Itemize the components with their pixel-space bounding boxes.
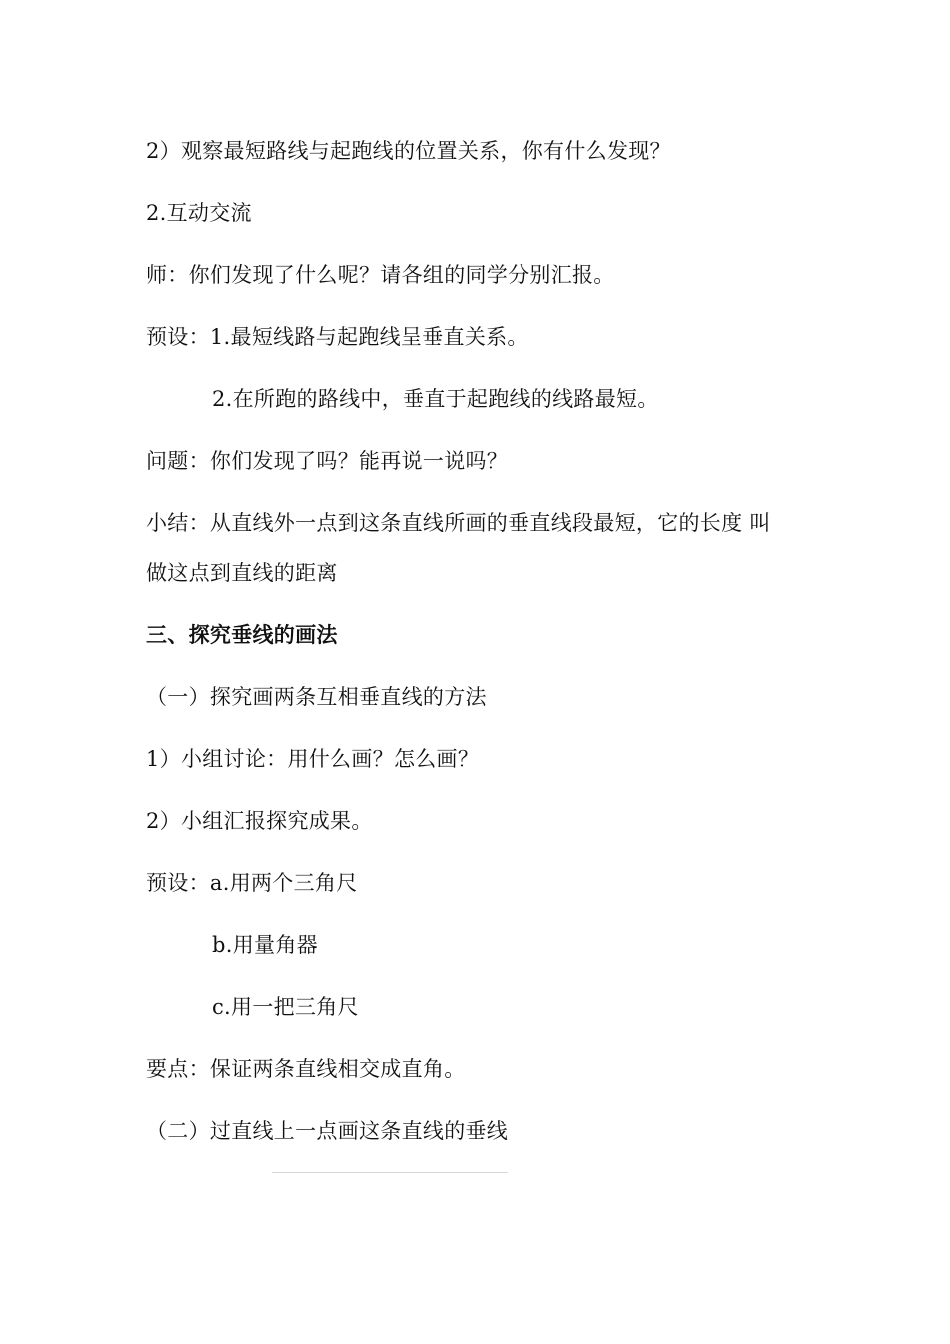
group-discussion: 1）小组讨论：用什么画？怎么画？: [146, 747, 480, 771]
subsection-1: （一）探究画两条互相垂直线的方法: [146, 685, 487, 709]
subsection-2: （二）过直线上一点画这条直线的垂线: [146, 1119, 509, 1143]
section-interactive-exchange: 2.互动交流: [146, 201, 252, 225]
preset-b: b.用量角器: [212, 933, 318, 957]
key-point: 要点：保证两条直线相交成直角。: [146, 1057, 466, 1081]
preset-c: c.用一把三角尺: [212, 995, 359, 1019]
divider-line: [272, 1172, 508, 1173]
summary-line-2: 做这点到直线的距离: [146, 561, 338, 585]
preset-a: 预设：a.用两个三角尺: [146, 871, 358, 895]
question-prompt: 问题：你们发现了吗？能再说一说吗？: [146, 449, 509, 473]
summary-line-1: 小结：从直线外一点到这条直线所画的垂直线段最短，它的长度 叫: [146, 511, 771, 535]
section-heading-3: 三、探究垂线的画法: [146, 623, 338, 647]
teacher-prompt: 师：你们发现了什么呢？请各组的同学分别汇报。: [146, 263, 615, 287]
question-line-2: 2）观察最短路线与起跑线的位置关系，你有什么发现？: [146, 139, 671, 163]
preset-2: 2.在所跑的路线中，垂直于起跑线的线路最短。: [212, 387, 659, 411]
group-report: 2）小组汇报探究成果。: [146, 809, 373, 833]
preset-1: 预设：1.最短线路与起跑线呈垂直关系。: [146, 325, 529, 349]
